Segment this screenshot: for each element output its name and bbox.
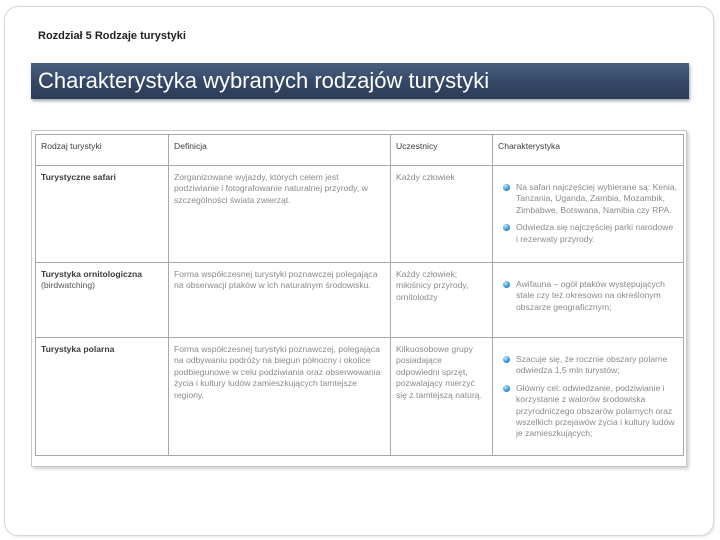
list-item: Awifauna – ogół ptaków występujących stale czy też okresowo na określonym obszarze geograficznym; xyxy=(498,279,677,313)
participants-cell: Każdy człowiek xyxy=(391,166,493,263)
column-header: Charakterystyka xyxy=(493,135,684,166)
participants-cell: Każdy człowiek; miłośnicy przyrody, ornitolodzy xyxy=(391,263,493,338)
bullet-icon xyxy=(503,356,510,363)
bullet-icon xyxy=(503,184,510,191)
tourism-type-aside: (birdwatching) xyxy=(41,280,95,291)
bullet-icon xyxy=(503,385,510,392)
table-row xyxy=(36,166,684,263)
tourism-table xyxy=(35,134,684,456)
list-item: Szacuje się, że rocznie obszary polarne odwiedza 1,5 mln turystów; xyxy=(498,354,677,377)
tourism-type-name: Turystyka ornitologiczna xyxy=(41,269,143,279)
column-header: Uczestnicy xyxy=(391,135,493,166)
characteristics-cell xyxy=(493,338,684,456)
list-item: Główny cel: odwiedzanie, podziwianie i korzystanie z walorów środowiska przyrodniczego obszarów polarnych oraz wszelkich przejawów życia i kultury ludów je zamieszkujących; xyxy=(498,383,677,440)
tourism-type-cell xyxy=(36,166,169,263)
characteristics-cell xyxy=(493,166,684,263)
characteristics-list xyxy=(498,182,677,245)
characteristics-list xyxy=(498,279,677,313)
characteristics-list xyxy=(498,354,677,440)
table-header-row xyxy=(36,135,684,166)
list-item: Odwiedza się najczęściej parki narodowe i rezerwaty przyrody. xyxy=(498,222,677,245)
slide-title: Charakterystyka wybranych rodzajów turystyki xyxy=(38,68,490,93)
column-header: Rodzaj turystyki xyxy=(36,135,169,166)
participants-cell: Kilkuosobowe grupy posiadające odpowiedni sprzęt, pozwalający mierzyć się z tamtejszą naturą. xyxy=(391,338,493,456)
definition-cell: Forma współczesnej turystyki poznawczej polegająca na obserwacji ptaków w ich naturalnym środowisku. xyxy=(169,263,391,338)
table-row xyxy=(36,338,684,456)
definition-cell: Forma współczesnej turystyki poznawczej, polegająca na odbywaniu podróży na biegun północny i okolice podbiegunowe w celu podziwiania oraz obserwowania życia i kultury ludów zamieszkujących tamtejsze regiony. xyxy=(169,338,391,456)
table-row xyxy=(36,263,684,338)
tourism-type-name: Turystyka polarna xyxy=(41,344,115,354)
list-item: Na safari najczęściej wybierane są: Kenia, Tanzania, Uganda, Zambia, Mozambik, Zimbabwe, Botswana, Namibia czy RPA. xyxy=(498,182,677,216)
tourism-type-cell xyxy=(36,338,169,456)
tourism-type-name: Turystyczne safari xyxy=(41,172,116,182)
bullet-icon xyxy=(503,281,510,288)
bullet-icon xyxy=(503,224,510,231)
tourism-type-cell xyxy=(36,263,169,338)
column-header: Definicja xyxy=(169,135,391,166)
title-bar xyxy=(31,63,689,99)
characteristics-cell xyxy=(493,263,684,338)
definition-cell: Zorganizowane wyjazdy, których celem jest podziwianie i fotografowanie naturalnej przyrody, w szczególności świata zwierząt. xyxy=(169,166,391,263)
chapter-label: Rozdział 5 Rodzaje turystyki xyxy=(38,30,186,42)
table-frame xyxy=(31,130,687,467)
